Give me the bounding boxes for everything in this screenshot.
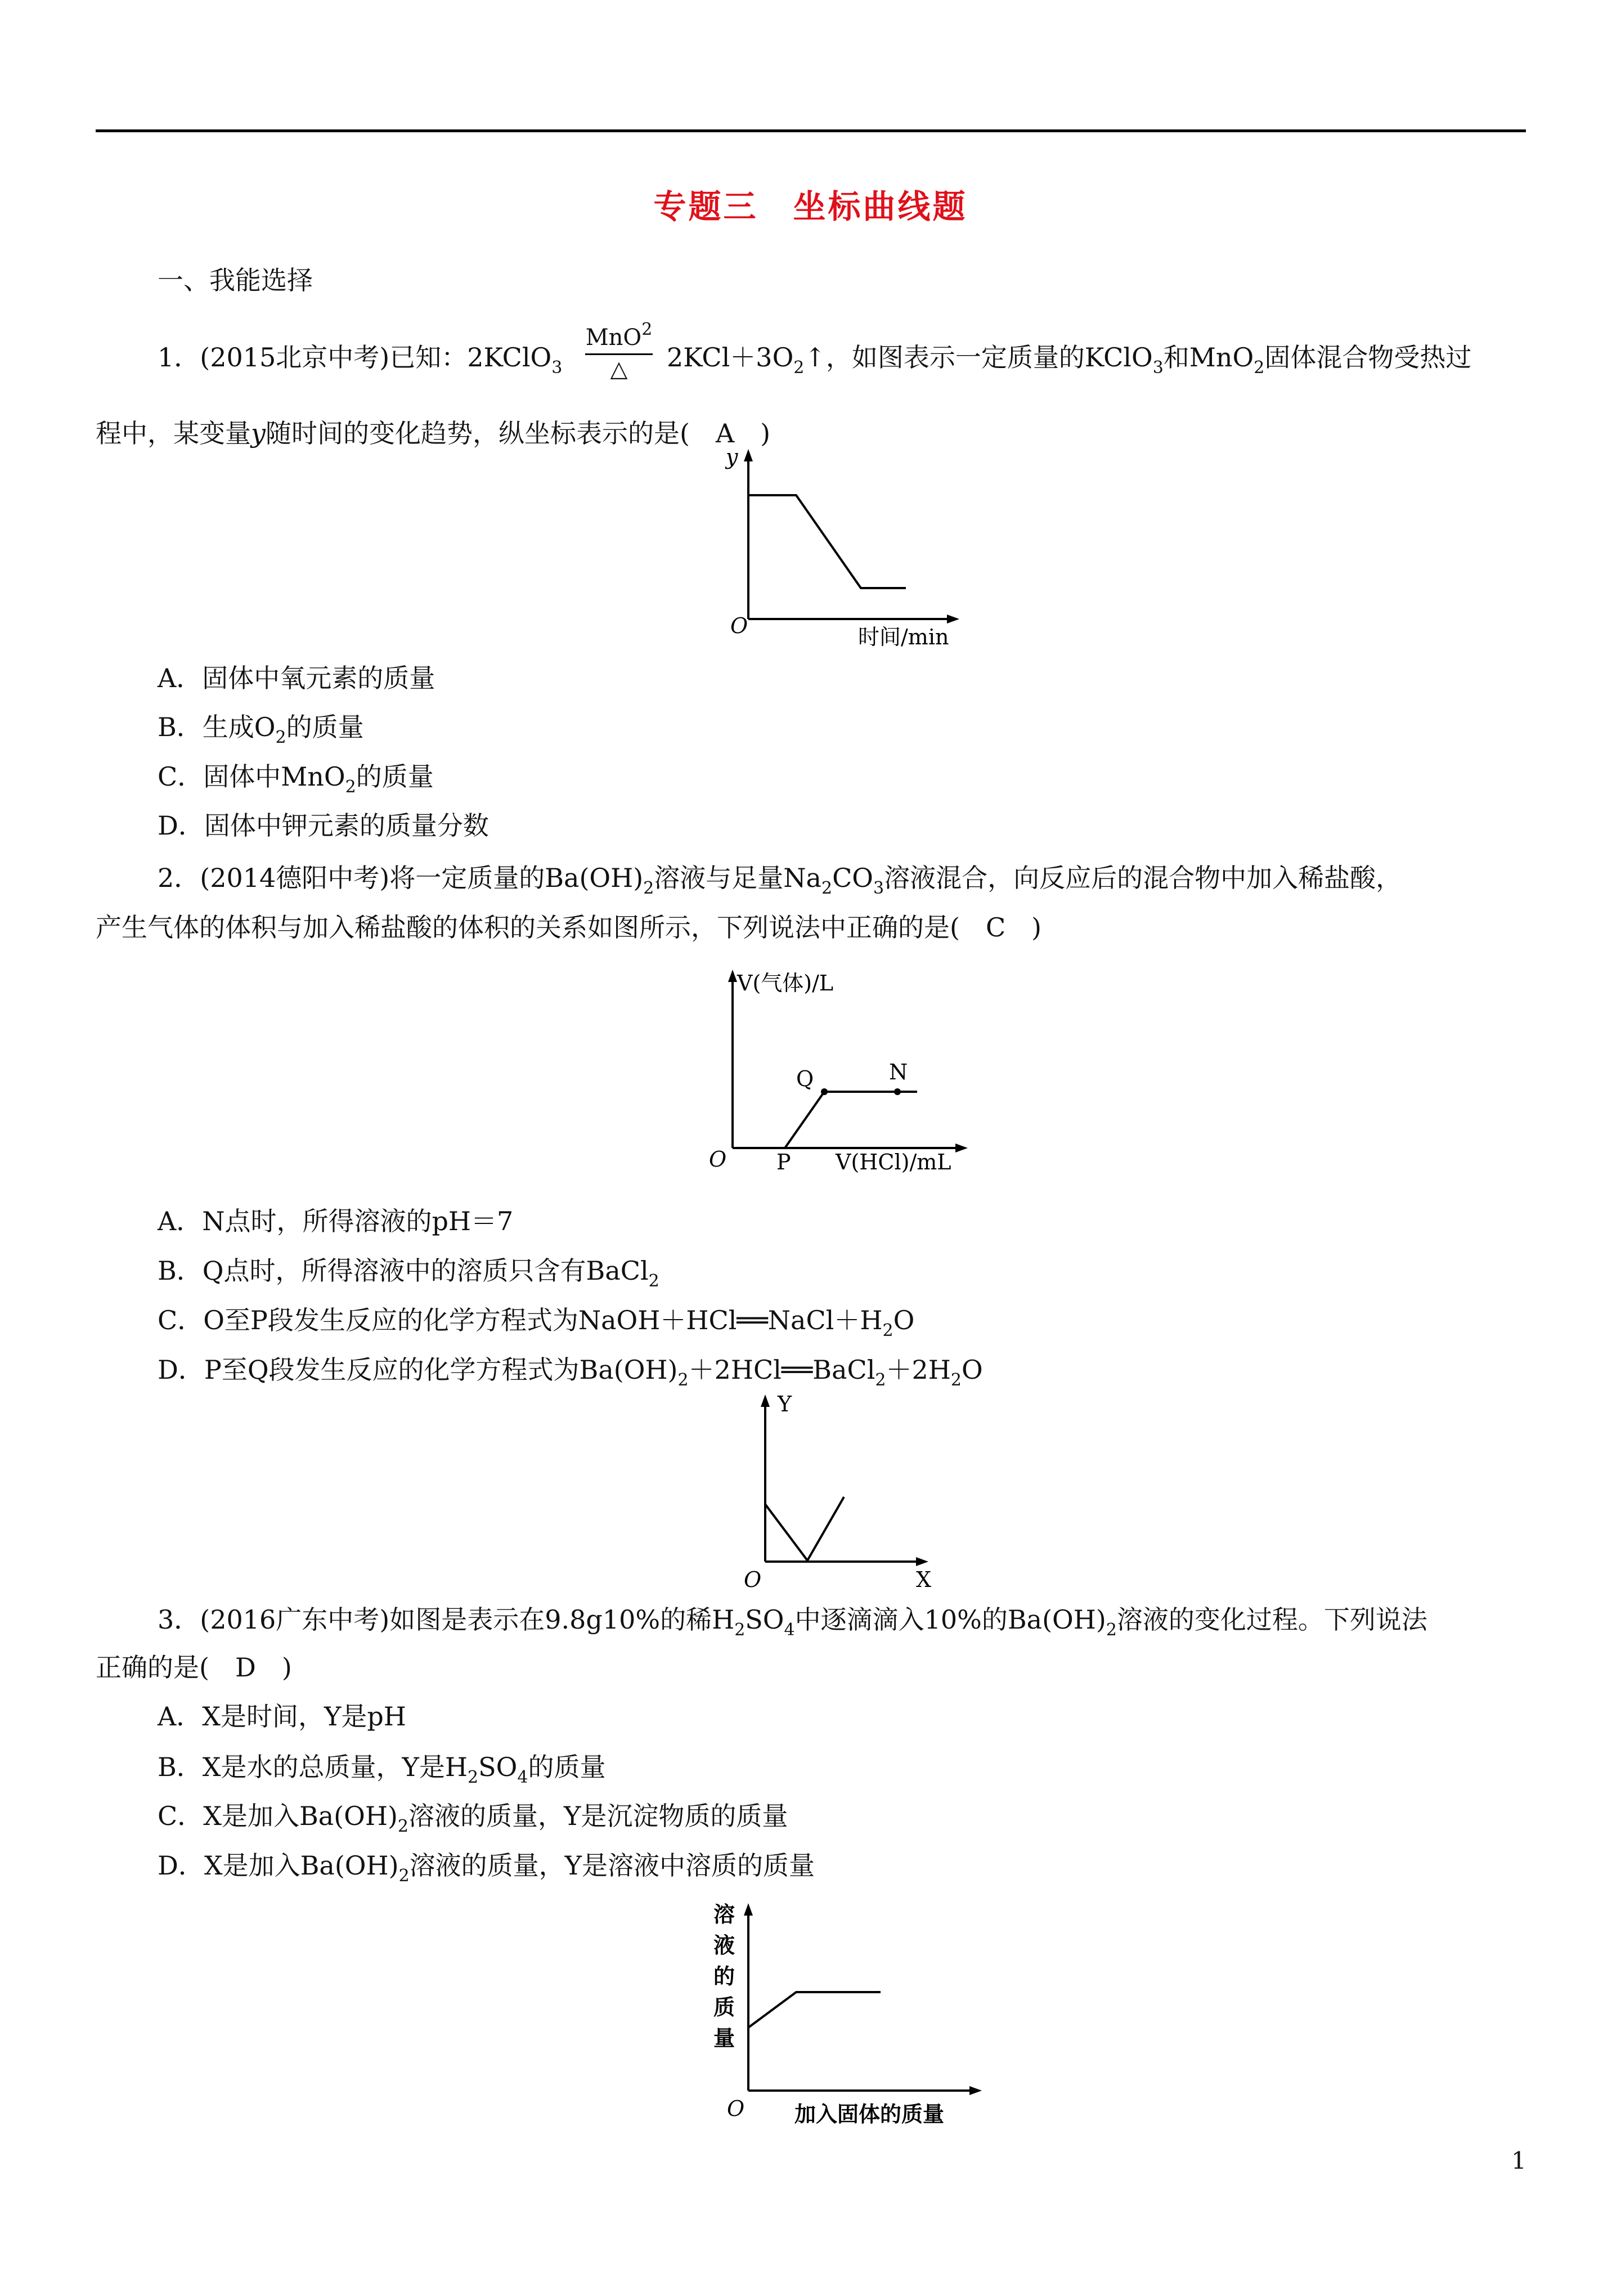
y-arrow (744, 449, 753, 461)
q2-option-a: A．N点时，所得溶液的pH＝7 (158, 1206, 514, 1236)
q3-curve (765, 1497, 844, 1560)
y-arrow (744, 1903, 753, 1916)
q1-option-c: C．固体中MnO$_2$的质量 (158, 761, 434, 797)
point-q-label: Q (796, 1066, 814, 1091)
x-arrow (969, 2086, 982, 2095)
y-arrow (728, 970, 737, 982)
q2-line2: 产生气体的体积与加入稀盐酸的体积的关系如图所示，下列说法中正确的是( C ) (96, 912, 1042, 943)
y-axis-label-char: 溶 (713, 1902, 735, 1927)
q2-line1: 2．(2014德阳中考)将一定质量的$Ba(OH)_2$溶液与足量$Na_2CO_3$溶液混合，向反应后的混合物中加入稀盐酸， (158, 863, 1402, 898)
y-axis-label-char: 质 (713, 1994, 735, 2020)
point-n-label: N (889, 1060, 908, 1084)
q1-line2: 程中，某变量y随时间的变化趋势，纵坐标表示的是( A ) (96, 418, 771, 449)
q1-graph (715, 445, 973, 658)
y-axis-label-char: 的 (713, 1963, 735, 1989)
q3-option-a: A．X是时间，Y是pH (158, 1701, 406, 1732)
top-rule (96, 129, 1526, 132)
y-axis-label: V(气体)/L (737, 971, 834, 995)
q3-option-c: C．X是加入$Ba(OH)_2$溶液的质量，Y是沉淀物质的质量 (158, 1801, 788, 1836)
x-axis-label: 加入固体的质量 (794, 2101, 945, 2127)
point-n (894, 1088, 901, 1095)
q4-curve (748, 1992, 881, 2028)
q1-catalyst: MnO$^2$ (585, 320, 653, 351)
q1-heat-symbol: △ (610, 356, 628, 382)
q2-option-d: D．P至Q段发生反应的化学方程式为$Ba(OH)_2+2HCl══BaCl_2+2H_2O$ (158, 1355, 983, 1390)
x-axis-label: V(HCl)/mL (836, 1150, 951, 1174)
origin-label: O (744, 1567, 762, 1592)
y-axis-label: y (726, 445, 738, 469)
section-heading: 一、我能选择 (158, 265, 313, 295)
x-axis-label: X (916, 1567, 932, 1592)
q1-reaction-bar (585, 353, 653, 355)
y-axis-label-char: 液 (713, 1932, 735, 1958)
origin-label: O (709, 1147, 727, 1172)
q4-graph (703, 1896, 996, 2133)
q3-graph (737, 1390, 973, 1598)
point-q (821, 1088, 828, 1095)
q3-option-d: D．X是加入$Ba(OH)_2$溶液的质量，Y是溶液中溶质的质量 (158, 1850, 815, 1886)
x-arrow (955, 1143, 968, 1153)
page-number: 1 (1511, 2147, 1526, 2174)
point-p-label: P (776, 1150, 791, 1174)
x-arrow (947, 615, 959, 624)
y-axis-label: Y (778, 1392, 792, 1416)
y-arrow (761, 1394, 770, 1407)
q1-option-b: B．生成$O_2$的质量 (158, 712, 364, 747)
y-axis-label-char: 量 (713, 2025, 735, 2051)
q2-option-c: C．O至P段发生反应的化学方程式为$NaOH+HCl══NaCl+H_2O$ (158, 1305, 915, 1340)
q1-option-a: A．固体中氧元素的质量 (158, 663, 435, 693)
origin-label: O (730, 613, 748, 638)
q1-line1-rest: $2KCl+3O_2↑$，如图表示一定质量的KClO$_3$和MnO$_2$固体混合物受热过 (667, 342, 1472, 378)
q2-option-b: B．Q点时，所得溶液中的溶质只含有BaCl$_2$ (158, 1255, 659, 1291)
x-arrow (916, 1557, 928, 1566)
q3-option-b: B．X是水的总质量，Y是$H_2SO_4$的质量 (158, 1752, 606, 1787)
page-title: 专题三 坐标曲线题 (653, 187, 968, 226)
q3-line2: 正确的是( D ) (96, 1652, 292, 1683)
q1-curve (748, 495, 906, 588)
q1-option-d: D．固体中钾元素的质量分数 (158, 810, 489, 841)
x-axis-label: 时间/min (858, 625, 949, 649)
q3-line1: 3．(2016广东中考)如图是表示在9.8g10%的稀$H_2SO_4$中逐滴滴入10%的$Ba(OH)_2$溶液的变化过程。下列说法 (158, 1604, 1427, 1640)
q2-curve (785, 1092, 917, 1148)
origin-label: O (727, 2096, 745, 2121)
q2-graph (709, 968, 990, 1182)
q1-line1: 1．(2015北京中考)已知：2KClO$_3$ (158, 342, 563, 378)
